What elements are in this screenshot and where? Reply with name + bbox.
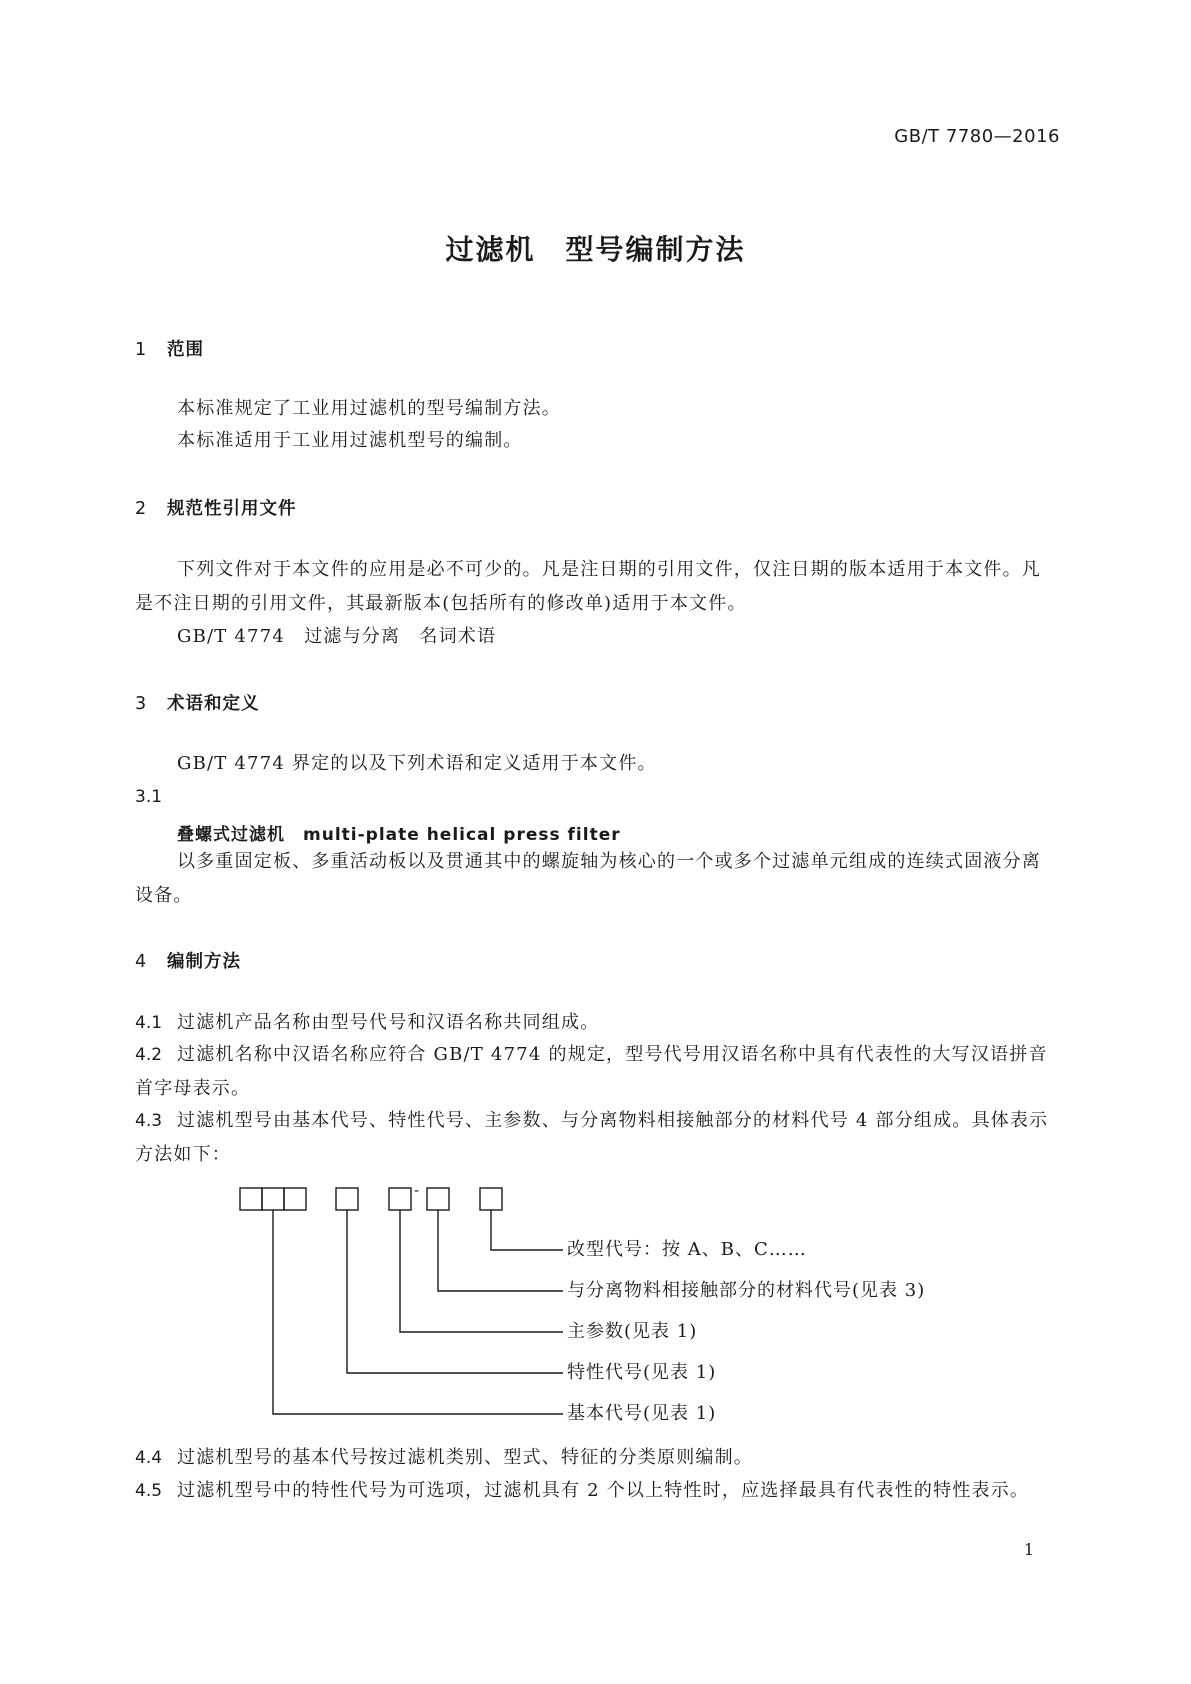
clause-4-5-text: 过滤机型号中的特性代号为可选项，过滤机具有 2 个以上特性时，应选择最具有代表性的特性表示。: [177, 1480, 1030, 1501]
clause-4-1-number: 4.1: [135, 1013, 163, 1033]
document-title: 过滤机 型号编制方法: [445, 233, 746, 266]
characteristic-code-box: [336, 1188, 358, 1210]
modification-code-box: [480, 1188, 502, 1210]
section-1-title: 范围: [167, 340, 204, 360]
diagram-label-basic: 基本代号(见表 1): [567, 1403, 717, 1424]
section-2-reference: GB/T 4774 过滤与分离 名词术语: [177, 626, 497, 647]
clause-3-1-number: 3.1: [135, 787, 163, 807]
section-1-number: 1: [135, 340, 148, 360]
clause-4-1-text: 过滤机产品名称由型号代号和汉语名称共同组成。: [177, 1012, 600, 1033]
diagram-dash: -: [414, 1183, 420, 1199]
diagram-label-modification: 改型代号：按 A、B、C……: [567, 1239, 807, 1260]
basic-code-box-1: [240, 1188, 262, 1210]
standard-code: GB/T 7780—2016: [894, 126, 1060, 147]
section-2-number: 2: [135, 499, 148, 519]
diagram-label-main-parameter: 主参数(见表 1): [567, 1321, 698, 1342]
clause-4-3-text: 过滤机型号由基本代号、特性代号、主参数、与分离物料相接触部分的材料代号 4 部分组成。具体表示方法如下：: [135, 1110, 1049, 1165]
basic-code-box-3: [284, 1188, 306, 1210]
clause-4-2-number: 4.2: [135, 1045, 163, 1065]
clause-4-4-number: 4.4: [135, 1448, 163, 1468]
clause-4-4: [135, 1441, 1055, 1475]
section-4-number: 4: [135, 952, 148, 972]
leader-line-basic: [273, 1210, 563, 1414]
material-code-box: [427, 1188, 449, 1210]
clause-4-3-number: 4.3: [135, 1111, 163, 1131]
section-2-title: 规范性引用文件: [167, 499, 297, 519]
section-3-title: 术语和定义: [167, 694, 260, 714]
section-1-para-1: 本标准规定了工业用过滤机的型号编制方法。: [177, 398, 561, 419]
leader-line-main-parameter: [400, 1210, 563, 1332]
clause-4-4-text: 过滤机型号的基本代号按过滤机类别、型式、特征的分类原则编制。: [177, 1447, 753, 1468]
clause-4-5: [135, 1474, 1055, 1508]
main-parameter-box: [389, 1188, 411, 1210]
term-heading: 叠螺式过滤机 multi-plate helical press filter: [177, 825, 621, 845]
diagram-label-characteristic: 特性代号(见表 1): [567, 1362, 717, 1383]
leader-line-modification: [491, 1210, 563, 1250]
basic-code-box-2: [262, 1188, 284, 1210]
diagram-label-material: 与分离物料相接触部分的材料代号(见表 3): [567, 1280, 926, 1301]
section-3-number: 3: [135, 694, 148, 714]
section-2-para-1: 下列文件对于本文件的应用是必不可少的。凡是注日期的引用文件，仅注日期的版本适用于本文件。凡是不注日期的引用文件，其最新版本(包括所有的修改单)适用于本文件。: [135, 559, 1041, 614]
page-number: 1: [1023, 1540, 1034, 1559]
clause-4-2-text: 过滤机名称中汉语名称应符合 GB/T 4774 的规定，型号代号用汉语名称中具有代表性的大写汉语拼音首字母表示。: [135, 1044, 1048, 1099]
section-1-para-2: 本标准适用于工业用过滤机型号的编制。: [177, 430, 523, 451]
section-4-title: 编制方法: [167, 952, 241, 972]
clause-4-5-number: 4.5: [135, 1481, 163, 1501]
term-definition: 以多重固定板、多重活动板以及贯通其中的螺旋轴为核心的一个或多个过滤单元组成的连续式固液分离设备。: [135, 851, 1041, 906]
section-3-para-1: GB/T 4774 界定的以及下列术语和定义适用于本文件。: [177, 753, 657, 774]
